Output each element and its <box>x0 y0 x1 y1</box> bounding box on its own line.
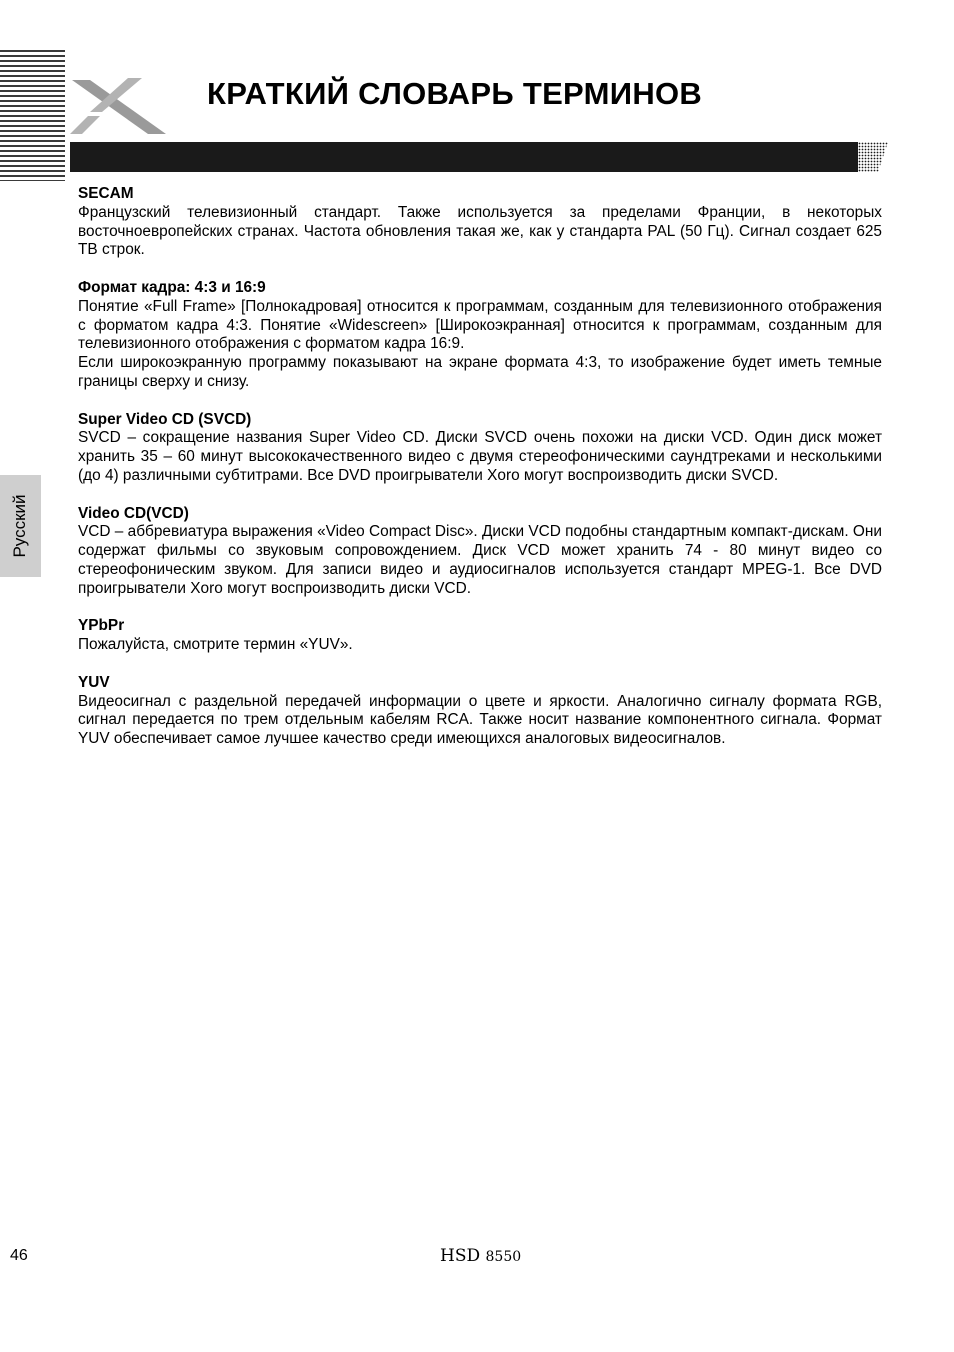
xoro-logo-icon <box>68 76 168 138</box>
glossary-definition: SVCD – сокращение названия Super Video CD. Диски SVCD очень похожи на диски VCD. Один диск может хранить 35 – 60 минут высококачественного видео с двумя стереофоническими саундтреками и несколькими (до 4) различными субтитрами. Все DVD проигрыватели Xoro могут воспроизводить диски SVCD. <box>78 429 882 484</box>
header-band <box>70 142 858 172</box>
glossary-term: Video CD(VCD) <box>78 504 189 522</box>
glossary-content <box>78 185 882 768</box>
glossary-definition: Пожалуйста, смотрите термин «YUV». <box>78 636 353 654</box>
glossary-entry <box>78 185 882 260</box>
glossary-definition: Если широкоэкранную программу показывают на экране формата 4:3, то изображение будет иметь темные границы сверху и снизу. <box>78 354 882 390</box>
dot-pattern-icon <box>852 142 888 172</box>
page-number: 46 <box>10 1247 28 1264</box>
model-name <box>440 1246 521 1266</box>
language-tab-label: Русский <box>10 494 29 558</box>
glossary-term: Super Video CD (SVCD) <box>78 410 252 428</box>
glossary-entry <box>78 411 882 486</box>
glossary-entry <box>78 617 882 655</box>
decorative-stripes <box>0 50 65 181</box>
glossary-term: SECAM <box>78 185 134 202</box>
glossary-entry <box>78 505 882 599</box>
glossary-definition: Видеосигнал с раздельной передачей информации о цвете и яркости. Аналогично сигналу формата RGB, сигнал передается по трем отдельным кабелям RCA. Также носит название компонентного сигнала. Формат YUV обеспечивает самое лучшее качество среди имеющихся аналоговых видеосигналов. <box>78 692 882 748</box>
glossary-entry <box>78 674 882 749</box>
model-prefix: HSD <box>440 1246 481 1266</box>
glossary-definition: VCD – аббревиатура выражения «Video Compact Disc». Диски VCD подобны стандартным компакт-дискам. Они содержат фильмы со звуковым сопровождением. Диск VCD может хранить 74 - 80 минут видео со стереофоническим звуком. Для записи видео и аудиосигналов используется стандарт MPEG-1. Все DVD проигрыватели Xoro могут воспроизводить диски VCD. <box>78 523 882 597</box>
glossary-definition: Понятие «Full Frame» [Полнокадровая] относится к программам, созданным для телевизионного отображения с форматом кадра 4:3. Понятие «Widescreen» [Широкоэкранная] относится к программам, созданным для телевизионного отображения с форматом кадра 16:9. <box>78 297 882 353</box>
glossary-definition: Французский телевизионный стандарт. Также используется за пределами Франции, в некоторых восточноевропейских странах. Частота обновления такая же, как у стандарта PAL (50 Гц). Сигнал создает 625 ТВ строк. <box>78 203 882 259</box>
glossary-term: Формат кадра: 4:3 и 16:9 <box>78 278 266 296</box>
glossary-entry <box>78 279 882 392</box>
model-number: 8550 <box>485 1249 522 1265</box>
glossary-term: YPbPr <box>78 617 125 635</box>
glossary-term: YUV <box>78 673 110 691</box>
page-title: КРАТКИЙ СЛОВАРЬ ТЕРМИНОВ <box>207 76 703 111</box>
